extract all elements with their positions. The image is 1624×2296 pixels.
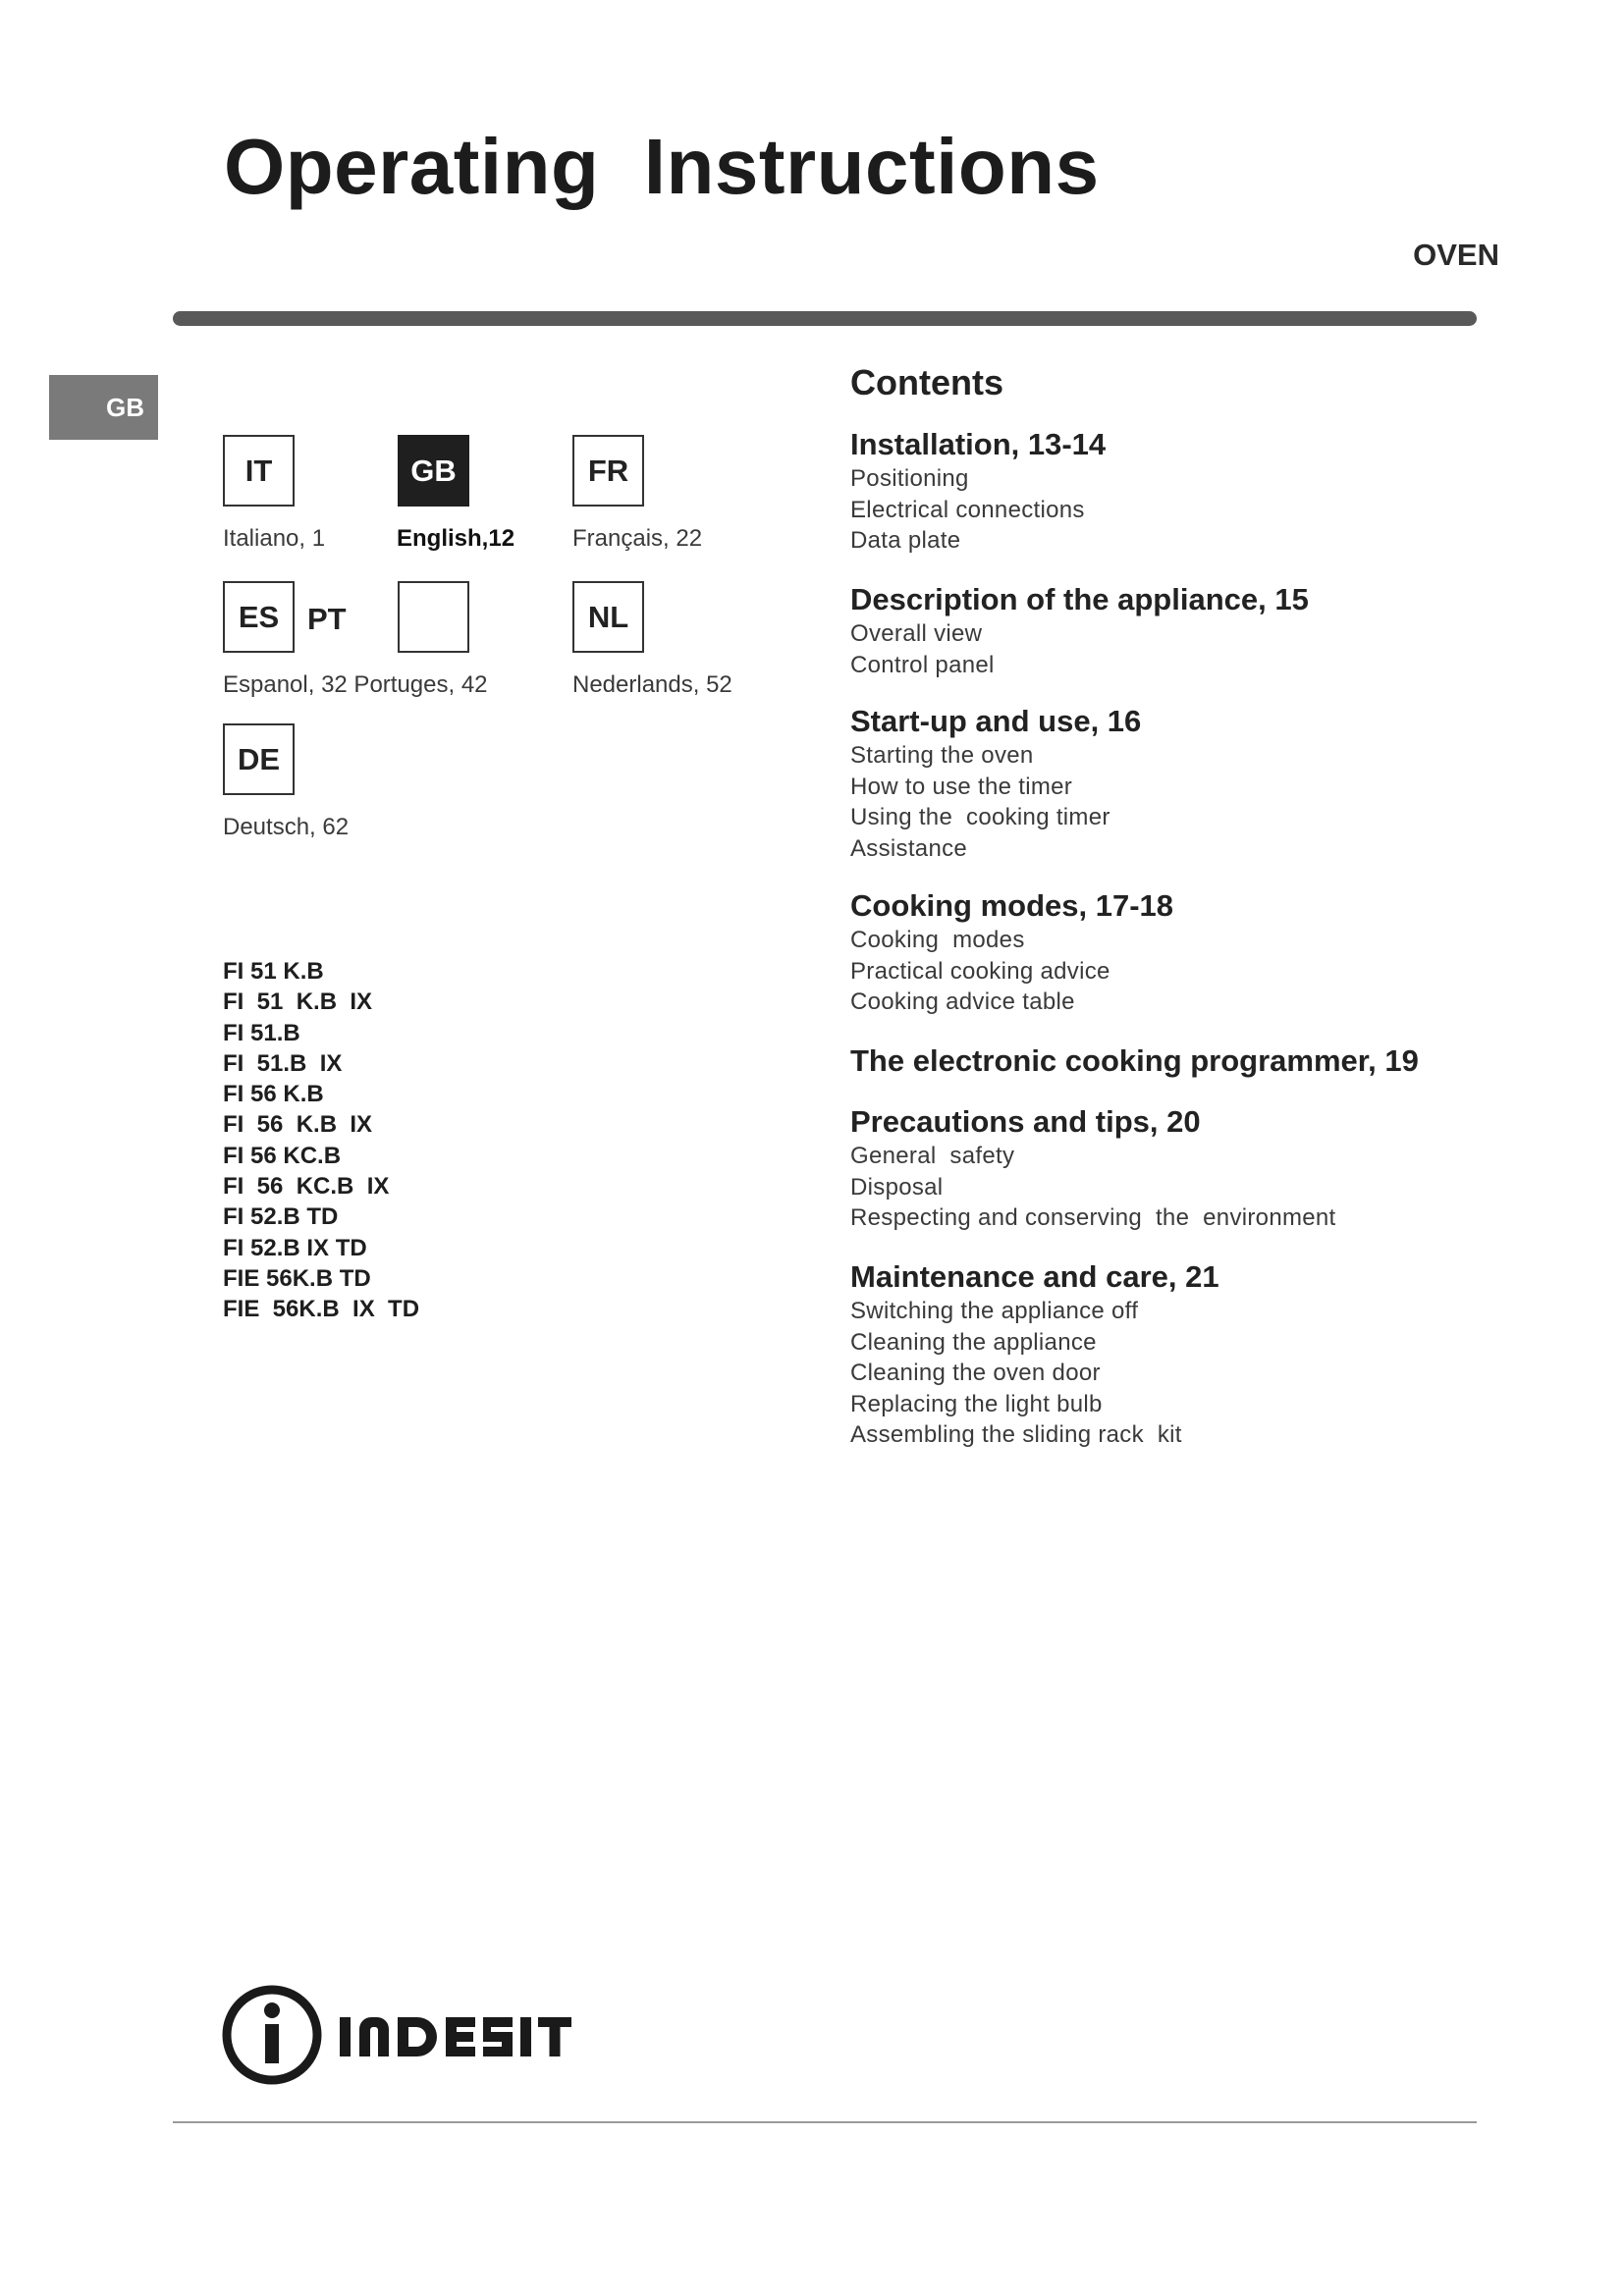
model-item: FI 51.B	[223, 1019, 300, 1046]
toc-item: Overall view	[850, 620, 983, 647]
language-side-tab: GB	[49, 375, 158, 440]
toc-item: Respecting and conserving the environment	[850, 1204, 1336, 1231]
model-item: FI 56 K.B IX	[223, 1111, 373, 1139]
document-title: Operating Instructions	[224, 123, 1100, 210]
lang-label-fr: Français, 22	[572, 525, 703, 552]
toc-item: Starting the oven	[850, 742, 1034, 769]
model-item: FI 52.B TD	[223, 1203, 339, 1231]
toc-section-maintenance	[850, 1258, 1538, 1451]
toc-item: Disposal	[850, 1173, 944, 1201]
model-item: FI 51 K.B	[223, 958, 324, 985]
toc-heading: Precautions and tips, 20	[850, 1104, 1201, 1139]
indesit-wordmark	[340, 2017, 571, 2056]
toc-item: How to use the timer	[850, 773, 1073, 800]
model-item: FI 56 K.B	[223, 1081, 324, 1108]
model-item: FIE 56K.B IX TD	[223, 1296, 420, 1323]
model-list	[223, 956, 419, 1325]
toc-item: Positioning	[850, 465, 969, 492]
lang-label-nl: Nederlands, 52	[572, 671, 732, 698]
lang-box-it: IT	[223, 435, 295, 507]
lang-box-fr: FR	[572, 435, 644, 507]
lang-label-it: Italiano, 1	[223, 525, 326, 552]
model-item: FIE 56K.B TD	[223, 1264, 371, 1292]
toc-heading: Cooking modes, 17-18	[850, 888, 1174, 923]
toc-section-precautions	[850, 1103, 1538, 1234]
model-item: FI 56 KC.B	[223, 1142, 342, 1169]
toc-heading: Description of the appliance, 15	[850, 582, 1309, 616]
model-item: FI 52.B IX TD	[223, 1234, 367, 1261]
toc-item: Cooking modes	[850, 927, 1025, 953]
lang-box-nl: NL	[572, 581, 644, 653]
toc-item: Data plate	[850, 527, 961, 554]
lang-box-blank	[398, 581, 469, 653]
lang-box-de: DE	[223, 723, 295, 795]
toc-section-cooking-modes	[850, 887, 1538, 1018]
toc-item: Using the cooking timer	[850, 804, 1110, 830]
toc-item: Control panel	[850, 651, 995, 678]
toc-heading: Installation, 13-14	[850, 427, 1107, 461]
contents-title: Contents	[850, 362, 1003, 402]
toc-item: Electrical connections	[850, 496, 1085, 523]
toc-item: Switching the appliance off	[850, 1298, 1139, 1324]
indesit-logo	[220, 1981, 593, 2089]
indesit-i-logo-icon	[227, 1990, 317, 2080]
toc-item: Cleaning the oven door	[850, 1360, 1101, 1386]
model-item: FI 51.B IX	[223, 1049, 343, 1077]
toc-item: Assembling the sliding rack kit	[850, 1421, 1182, 1448]
lang-box-es: ES	[223, 581, 295, 653]
product-type: OVEN	[1413, 238, 1499, 272]
toc-item: Replacing the light bulb	[850, 1390, 1103, 1417]
toc-heading: The electronic cooking programmer, 19	[850, 1043, 1419, 1078]
toc-section-startup	[850, 703, 1538, 864]
toc-item: General safety	[850, 1143, 1015, 1169]
header-divider	[173, 311, 1477, 326]
toc-item: Cooking advice table	[850, 988, 1075, 1015]
footer-divider	[173, 2121, 1477, 2123]
toc-section-description	[850, 581, 1538, 680]
lang-label-gb: English,12	[397, 525, 515, 552]
toc-item: Practical cooking advice	[850, 957, 1110, 985]
toc-section-programmer	[850, 1042, 1538, 1080]
model-item: FI 51 K.B IX	[223, 988, 373, 1016]
lang-box-gb: GB	[398, 435, 469, 507]
toc-heading: Maintenance and care, 21	[850, 1259, 1219, 1294]
toc-item: Assistance	[850, 834, 968, 862]
lang-label-de: Deutsch, 62	[223, 814, 350, 840]
model-item: FI 56 KC.B IX	[223, 1173, 390, 1201]
lang-label-es-pt: Espanol, 32 Portuges, 42	[223, 671, 488, 698]
lang-code-pt: PT	[307, 602, 347, 636]
toc-heading: Start-up and use, 16	[850, 704, 1142, 738]
toc-item: Cleaning the appliance	[850, 1328, 1097, 1356]
toc-section-installation	[850, 426, 1538, 557]
